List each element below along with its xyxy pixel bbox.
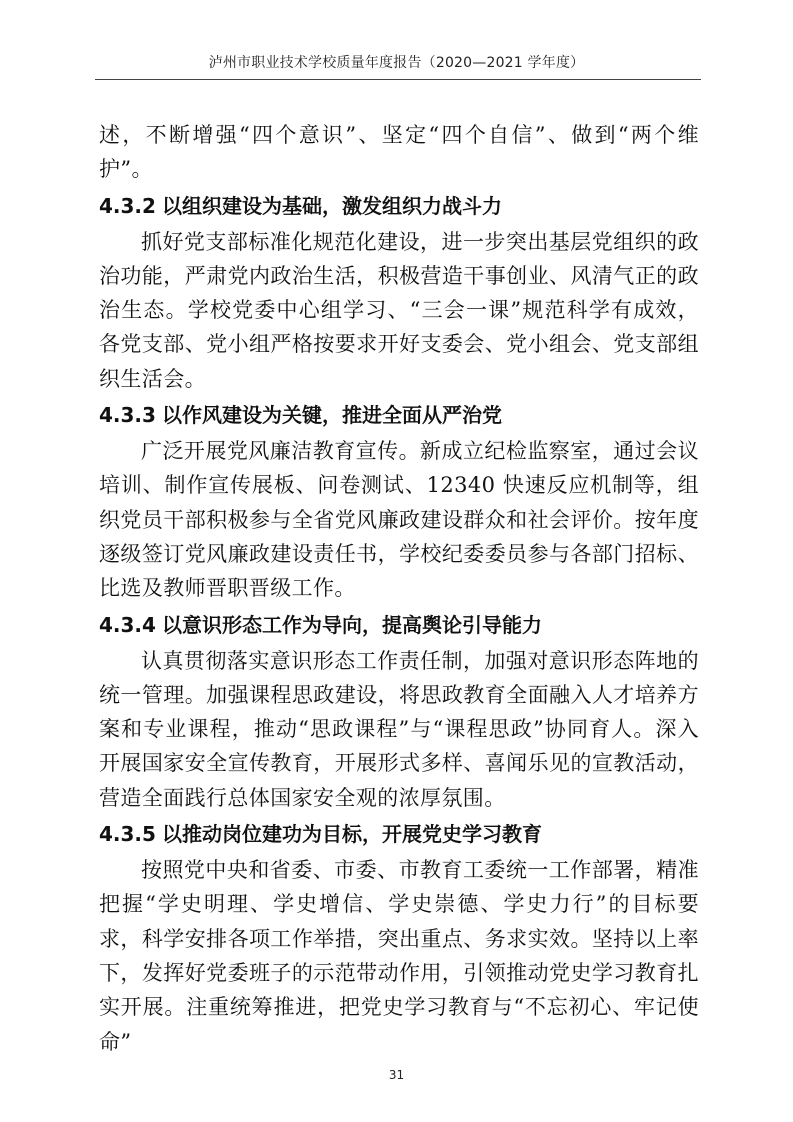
section-title: 以意识形态工作为导向，提高舆论引导能力	[161, 612, 542, 637]
section-title: 以组织建设为基础，激发组织力战斗力	[161, 193, 502, 218]
section-number: 4.3.4	[99, 612, 156, 637]
section-number: 4.3.5	[99, 822, 156, 847]
section-title: 以作风建设为关键，推进全面从严治党	[161, 403, 502, 428]
page-body	[99, 118, 699, 1059]
section-heading-4-3-3	[99, 396, 699, 434]
section-heading-4-3-4	[99, 606, 699, 644]
section-heading-4-3-5	[99, 815, 699, 853]
page-header-title: 泸州市职业技术学校质量年度报告（2020—2021 学年度）	[208, 55, 585, 71]
page-number: 31	[388, 1068, 405, 1082]
section-title: 以推动岗位建功为目标，开展党史学习教育	[161, 822, 542, 847]
section-number: 4.3.3	[99, 403, 156, 428]
section-number: 4.3.2	[99, 193, 156, 218]
section-heading-4-3-2	[99, 187, 699, 225]
intro-continuation-paragraph: 述，不断增强“四个意识”、坚定“四个自信”、做到“两个维护”。	[99, 123, 699, 182]
section-paragraph: 认真贯彻落实意识形态工作责任制，加强对意识形态阵地的统一管理。加强课程思政建设，将思政教育全面融入人才培养方案和专业课程，推动“思政课程”与“课程思政”协同育人。深入开展国家安全宣传教育，开展形式多样、喜闻乐见的宣教活动，营造全面践行总体国家安全观的浓厚氛围。	[99, 648, 699, 810]
section-paragraph: 抓好党支部标准化规范化建设，进一步突出基层党组织的政治功能，严肃党内政治生活，积极营造干事创业、风清气正的政治生态。学校党委中心组学习、“三会一课”规范科学有成效，各党支部、党小组严格按要求开好支委会、党小组会、党支部组织生活会。	[99, 229, 699, 391]
section-paragraph: 按照党中央和省委、市委、市教育工委统一工作部署，精准把握“学史明理、学史增信、学史崇德、学史力行”的目标要求，科学安排各项工作举措，突出重点、务求实效。坚持以上率下，发挥好党委班子的示范带动作用，引领推动党史学习教育扎实开展。注重统筹推进，把党史学习教育与“不忘初心、牢记使命”	[99, 858, 699, 1054]
section-paragraph: 广泛开展党风廉洁教育宣传。新成立纪检监察室，通过会议培训、制作宣传展板、问卷测试、12340 快速反应机制等，组织党员干部积极参与全省党风廉政建设群众和社会评价。按年度逐级签订党风廉政建设责任书，学校纪委委员参与各部门招标、比选及教师晋职晋级工作。	[99, 439, 699, 601]
header-divider	[95, 79, 701, 80]
